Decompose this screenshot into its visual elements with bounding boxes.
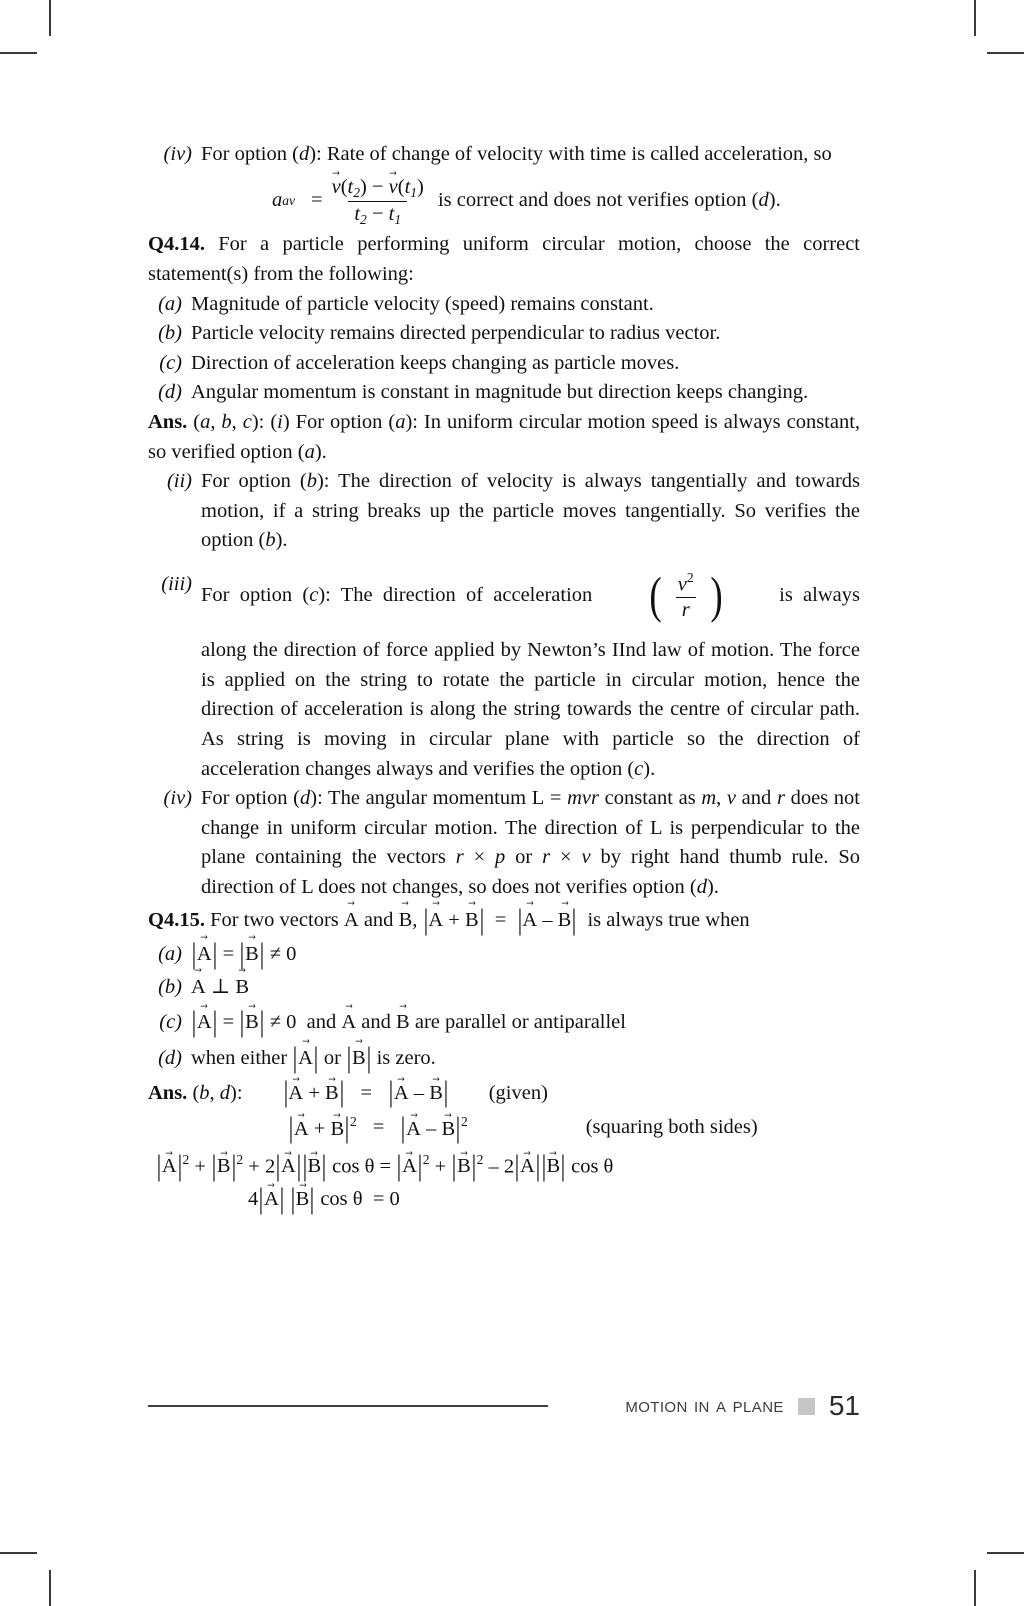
crop-mark-top-right-vertical (974, 0, 976, 36)
text-before-fraction: For option (c): The direction of acceleration (201, 584, 593, 607)
equals-sign: = (311, 189, 323, 212)
option-q414-c (148, 349, 860, 379)
crop-mark-top-right-horizontal (987, 52, 1024, 54)
option-text: Angular momentum is constant in magnitude but direction keeps changing. (191, 381, 809, 404)
equals-sign: = (372, 1115, 385, 1138)
option-q414-b (148, 319, 860, 349)
option-marker: (d) (158, 1046, 182, 1069)
answer-q415-line-1 (148, 1076, 860, 1109)
crop-mark-top-left-horizontal (0, 52, 37, 54)
fraction-numerator: $v \to(t_2) - v \to(t_1)$ (326, 176, 430, 201)
line-with-fraction (201, 566, 860, 624)
option-text: when either |A →| or |B →| is zero. (191, 1044, 860, 1074)
crop-mark-bottom-left-horizontal (0, 1552, 37, 1554)
option-q414-a (148, 290, 860, 320)
option-text: |A →| = |B →| ≠ 0 (191, 940, 860, 970)
left-paren-icon: ( (648, 566, 662, 624)
equation-rhs: |A → – $B \to|^2$ (400, 1114, 467, 1141)
option-q414-d (148, 378, 860, 408)
answer-label: Ans. (148, 1081, 188, 1104)
option-q415-a (148, 940, 860, 970)
list-item-q413-iv (148, 140, 860, 170)
page-content (148, 140, 861, 1215)
fraction-v-squared-over-r (647, 566, 725, 624)
equation-lhs: |A → + $B \to|^2$ (288, 1114, 357, 1141)
option-marker: (c) (159, 351, 182, 374)
option-text: |A →| = |B →| ≠ 0 and A → and B → are parallel or antiparallel (191, 1008, 860, 1038)
option-marker: (c) (159, 1011, 182, 1034)
equals-sign: = (360, 1081, 373, 1104)
equation-lhs-subscript: av (282, 193, 296, 209)
equation-lhs-variable: a (272, 189, 283, 212)
fraction-numerator: $v^2$ (677, 569, 694, 596)
option-text: A → ⊥ B → (191, 973, 860, 1003)
list-marker: (iii) (161, 572, 192, 595)
option-marker: (b) (158, 975, 182, 998)
option-marker: (a) (158, 292, 182, 315)
equation-note: (given) (488, 1081, 548, 1104)
answer-key: (b, d): (187, 1081, 243, 1104)
answer-q415-line-4 (248, 1182, 860, 1215)
list-item-body: For option (d): The angular momentum L = mvr constant as m, v and r does not change in uniform circular motion. The direction of L is perpendicular to the plane containing the vectors r × p or r × v by right hand thumb rule. So direction of L does not changes, so does not verifies option (d). (201, 787, 861, 898)
page-footer (148, 1386, 860, 1426)
footer-rule (148, 1405, 548, 1407)
question-q415-stem: Q4.15. For two vectors A → and B →, |A → + B →| = |A → – B →| is always true when (148, 906, 860, 936)
question-label: Q4.15. (148, 908, 205, 931)
equation-average-acceleration (272, 176, 860, 227)
option-text: Particle velocity remains directed perpendicular to radius vector. (191, 322, 721, 345)
list-item-body (201, 566, 860, 784)
option-text: Direction of acceleration keeps changing as particle moves. (191, 351, 680, 374)
paragraph-continuation: along the direction of force applied by Newton’s IInd law of motion. The force is applied on the string to rotate the particle in circular motion, hence the direction of acceleration is along the string towards the centre of circular path. As string is moving in circular plane with particle so the direction of acceleration changes always and verifies the option (c). (201, 639, 860, 780)
crop-mark-bottom-left-vertical (49, 1570, 51, 1606)
option-marker: (d) (158, 381, 182, 404)
list-marker: (ii) (166, 470, 192, 493)
equation-expanded: $|A \to|^2 + |B \to|^2 + 2|A \to||B$ →| $\cos \theta = |A \to|^2 + |B \to|^2 - 2|A \to||B$ →| cos θ (156, 1152, 613, 1179)
crop-mark-bottom-right-horizontal (987, 1552, 1024, 1554)
list-item-body: For option (b): The direction of velocity is always tangentially and towards motion, if a string breaks up the particle moves tangentially. So verifies the option (b). (201, 470, 860, 552)
equation-rhs: |A → – B →| (388, 1082, 449, 1106)
option-marker: (a) (158, 943, 182, 966)
equation-trailing-text: is correct and does not verifies option (d). (432, 189, 781, 212)
page-number: 51 (828, 1390, 860, 1421)
question-label: Q4.14. (148, 233, 205, 256)
list-marker: (iv) (163, 143, 192, 165)
question-q414-stem: Q4.14. For a particle performing uniform circular motion, choose the correct statement(s) from the following: (148, 233, 860, 286)
footer-chapter-title: motion in a plane (625, 1394, 784, 1417)
answer-label: Ans. (148, 411, 188, 433)
option-text: Magnitude of particle velocity (speed) remains constant. (191, 292, 654, 315)
list-marker: (iv) (163, 787, 192, 810)
fraction-average-acceleration (326, 176, 430, 227)
answer-q414-part-ii (148, 467, 860, 556)
equation-lhs: |A → + B →| (283, 1082, 345, 1106)
option-marker: (b) (158, 322, 182, 345)
crop-mark-bottom-right-vertical (974, 1570, 976, 1606)
crop-mark-top-left-vertical (49, 0, 51, 36)
equation-final: 4|A →| |B →| cos θ = 0 (248, 1188, 400, 1212)
answer-q415-line-2 (288, 1112, 860, 1145)
right-paren-icon: ) (710, 566, 723, 624)
answer-q414-part-iv (148, 784, 860, 902)
answer-q414-intro: Ans. (a, b, c): (i) For option (a): In uniform circular motion speed is always constant, so verified option (a). (148, 411, 861, 463)
answer-q414-part-iii (148, 566, 860, 784)
option-q415-d (148, 1041, 860, 1074)
fraction-denominator: r (676, 597, 696, 622)
list-item-body: For option (d): Rate of change of velocity with time is called acceleration, so (201, 143, 832, 165)
answer-q415-line-3 (156, 1150, 860, 1183)
option-q415-c (148, 1008, 860, 1038)
fraction-denominator: $t_2 - t_1$ (348, 201, 407, 227)
text-after-fraction: is always (779, 584, 860, 607)
footer-right-group (564, 1390, 860, 1422)
footer-square-icon (798, 1398, 815, 1415)
option-q415-b (148, 973, 860, 1003)
equation-note: (squaring both sides) (585, 1115, 758, 1138)
